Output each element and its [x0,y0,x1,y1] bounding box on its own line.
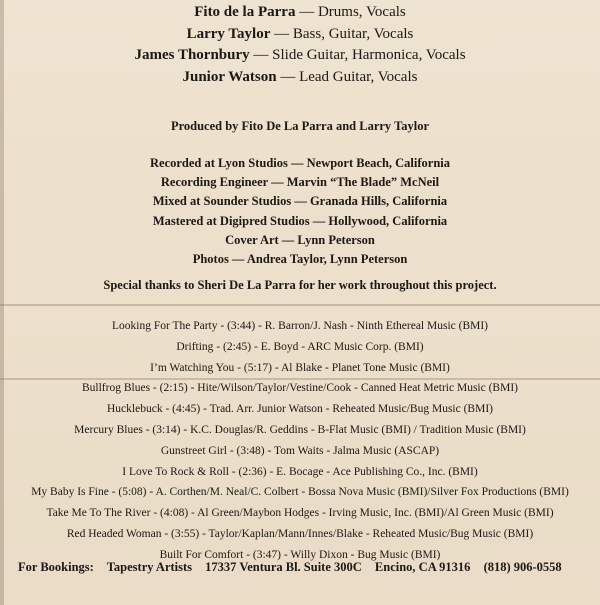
track-line: Drifting - (2:45) - E. Boyd - ARC Music Corp. (BMI) [176,340,424,353]
track-line: Bullfrog Blues - (2:15) - Hite/Wilson/Taylor/Vestine/Cook - Canned Heat Metric Music (BMI) [82,382,518,395]
member-line [0,45,600,67]
booking-info [18,560,562,575]
fold-crease [0,304,600,306]
track-line: My Baby Is Fine - (5:08) - A. Corthen/M. Neal/C. Colbert - Bossa Nova Music (BMI)/Silver Fox Productions (BMI) [31,486,569,499]
booking-city: Encino, CA 91316 [374,560,471,574]
member-role: — Lead Guitar, Vocals [280,68,418,85]
booking-label: For Bookings: [18,560,94,574]
production-credits [0,154,600,269]
member-name: Fito de la Parra [194,4,296,20]
member-name: Junior Watson [182,68,277,85]
booking-phone: (818) 906-0558 [483,560,562,574]
credit-line: Mixed at Sounder Studios — Granada Hills, California [152,194,448,209]
track-list [0,316,600,566]
credit-line: Recording Engineer — Marvin “The Blade” McNeil [160,175,440,190]
band-members [0,2,600,88]
credit-line: Recorded at Lyon Studios — Newport Beach, California [150,156,450,170]
booking-address: 17337 Ventura Bl. Suite 300C [205,560,362,574]
member-line [0,67,600,89]
track-line: I’m Watching You - (5:17) - Al Blake - Planet Tone Music (BMI) [150,361,450,374]
booking-agency: Tapestry Artists [106,560,193,574]
producer-credit: Produced by Fito De La Parra and Larry Taylor [170,119,430,133]
track-line: Hucklebuck - (4:45) - Trad. Arr. Junior Watson - Reheated Music/Bug Music (BMI) [107,403,493,416]
member-name: James Thornbury [134,47,250,63]
credit-line: Mastered at Digipred Studios — Hollywood, California [152,213,448,228]
track-line: Looking For The Party - (3:44) - R. Barron/J. Nash - Ninth Ethereal Music (BMI) [111,320,489,332]
special-thanks: Special thanks to Sheri De La Parra for her work throughout this project. [103,278,497,292]
track-line: Red Headed Woman - (3:55) - Taylor/Kaplan/Mann/Innes/Blake - Reheated Music/Bug Music (BMI) [66,527,534,540]
track-line: Take Me To The River - (4:08) - Al Green/Maybon Hodges - Irving Music, Inc. (BMI)/Al Green Music (BMI) [46,507,554,520]
member-role: — Slide Guitar, Harmonica, Vocals [253,47,466,63]
member-name: Larry Taylor [186,25,271,42]
credit-line: Photos — Andrea Taylor, Lynn Peterson [192,252,408,267]
track-line: Built For Comfort - (3:47) - Willy Dixon - Bug Music (BMI) [159,548,441,561]
member-role: — Drums, Vocals [299,4,406,20]
credit-line: Cover Art — Lynn Peterson [225,232,375,247]
track-line: Gunstreet Girl - (3:48) - Tom Waits - Jalma Music (ASCAP) [160,444,440,457]
member-line [0,24,600,46]
track-line: Mercury Blues - (3:14) - K.C. Douglas/R. Geddins - B-Flat Music (BMI) / Tradition Music (BMI) [74,423,526,436]
member-role: — Bass, Guitar, Vocals [274,25,414,42]
track-line: I Love To Rock & Roll - (2:36) - E. Bocage - Ace Publishing Co., Inc. (BMI) [122,465,478,478]
member-line [0,2,600,24]
